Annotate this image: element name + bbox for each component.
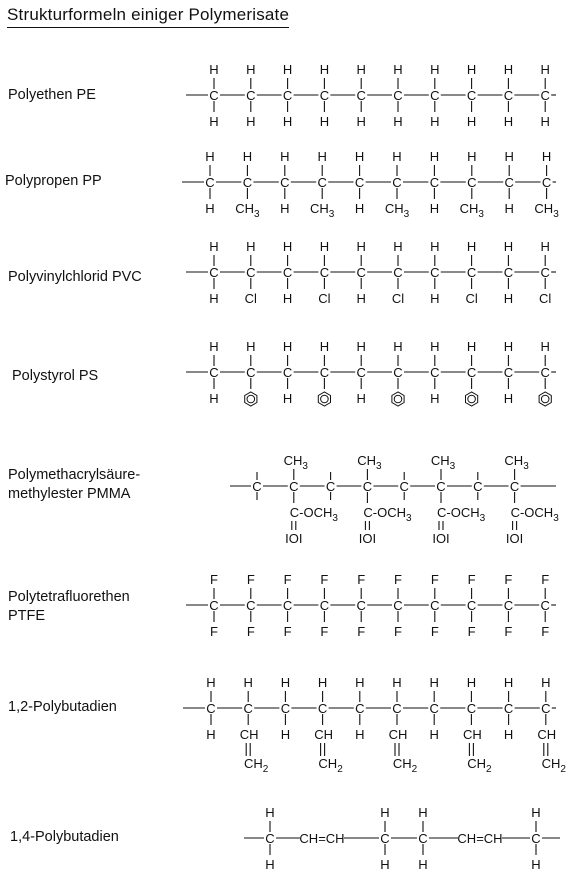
substituent-f: F (246, 624, 255, 639)
substituent-h: H (209, 291, 219, 306)
substituent-h: H (503, 727, 514, 742)
substituent-h: H (209, 339, 219, 354)
polymer-row-pmma (0, 436, 580, 556)
polymer-name-line: methylester PMMA (8, 486, 131, 502)
substituent-f: F (430, 572, 439, 587)
carbon-atom: C (243, 701, 253, 716)
substituent-h: H (356, 239, 366, 254)
substituent-f: F (210, 624, 218, 639)
substituent-h: H (356, 339, 366, 354)
substituent-h: H (392, 675, 402, 690)
carbon-atom: C (356, 598, 366, 613)
carbon-atom: C (325, 479, 336, 494)
vinyl-ch2: $CH_2$ (467, 756, 492, 775)
substituent-f: F (394, 624, 402, 639)
carbon-atom: C (246, 598, 256, 613)
carbon-atom: C (246, 365, 256, 380)
substituent-h: H (466, 114, 477, 129)
substituent-h: H (380, 805, 390, 820)
carbon-atom: C (282, 265, 293, 280)
substituent-h: H (205, 201, 215, 216)
substituent-f: F (357, 624, 366, 639)
methyl-group: $CH_3$ (534, 201, 559, 220)
substituent-h: H (209, 114, 219, 129)
substituent-h: H (392, 149, 402, 164)
substituent-f: F (430, 624, 439, 639)
aromatic-circle (321, 395, 329, 403)
substituent-h: H (319, 62, 330, 77)
carbon-atom: C (504, 175, 514, 190)
substituent-h: H (429, 727, 439, 742)
carbon-atom: C (430, 365, 440, 380)
carbon-atom: C (430, 265, 440, 280)
substituent-h: H (243, 675, 253, 690)
carbon-atom: C (392, 701, 402, 716)
substituent-h: H (393, 62, 403, 77)
substituent-f: F (357, 572, 366, 587)
vinyl-ch: CH (239, 727, 259, 742)
carbon-atom: C (354, 175, 365, 190)
carbon-atom: C (246, 88, 256, 103)
polymer-row-pvc (0, 232, 580, 322)
carbon-atom: C (209, 365, 219, 380)
substituent-h: H (504, 201, 514, 216)
carbon-atom: C (356, 88, 366, 103)
carbon-atom: C (541, 175, 552, 190)
substituent-h: H (531, 857, 541, 872)
substituent-h: H (429, 675, 439, 690)
carbon-atom: C (280, 701, 291, 716)
aromatic-circle (541, 395, 549, 403)
ch-double-bond-ch: CH=CH (299, 831, 345, 846)
polymer-name-line: Polyvinylchlorid PVC (8, 269, 142, 285)
substituent-f: F (320, 624, 329, 639)
substituent-h: H (280, 675, 291, 690)
carbon-atom: C (503, 265, 514, 280)
substituent-h: H (246, 62, 256, 77)
substituent-f: F (504, 572, 513, 587)
vinyl-ch2: $CH_2$ (244, 756, 269, 775)
substituent-cl: Cl (539, 291, 552, 306)
substituent-h: H (282, 391, 293, 406)
carbon-atom: C (206, 701, 216, 716)
carbon-atom: C (540, 265, 550, 280)
substituent-f: F (541, 624, 550, 639)
substituent-f: F (283, 572, 292, 587)
polymer-name-line: Polypropen PP (5, 173, 102, 189)
methyl-group: $CH_3$ (357, 453, 382, 472)
carbon-atom: C (280, 175, 290, 190)
polymer-row-pbd12 (0, 664, 580, 784)
carbon-atom: C (466, 701, 477, 716)
methyl-group: $CH_3$ (384, 201, 410, 220)
carbon-atom: C (473, 479, 483, 494)
methyl-group: $CH_3$ (504, 453, 529, 472)
substituent-h: H (242, 149, 253, 164)
substituent-h: H (503, 239, 514, 254)
carbon-atom: C (531, 831, 541, 846)
carbon-atom: C (466, 365, 477, 380)
carbonyl-oxygen: IOI (505, 531, 524, 546)
carbon-atom: C (393, 265, 403, 280)
substituent-h: H (541, 675, 551, 690)
substituent-h: H (354, 201, 365, 216)
substituent-h: H (317, 675, 328, 690)
substituent-h: H (246, 114, 256, 129)
substituent-h: H (540, 339, 550, 354)
substituent-h: H (265, 805, 275, 820)
substituent-cl: Cl (391, 291, 405, 306)
ch-double-bond-ch: CH=CH (457, 831, 503, 846)
methyl-group: $CH_3$ (283, 453, 308, 472)
substituent-h: H (380, 857, 390, 872)
carbon-atom: C (282, 598, 293, 613)
substituent-h: H (503, 339, 514, 354)
substituent-h: H (393, 339, 403, 354)
polymer-row-pbd14 (0, 794, 580, 880)
substituent-h: H (503, 62, 514, 77)
substituent-h: H (503, 391, 514, 406)
carbon-atom: C (429, 701, 439, 716)
carbon-atom: C (209, 88, 219, 103)
vinyl-ch: CH (314, 727, 333, 742)
carbon-atom: C (355, 701, 365, 716)
methyl-group: $CH_3$ (459, 201, 484, 220)
carbon-atom: C (289, 479, 299, 494)
substituent-h: H (429, 201, 440, 216)
carbon-atom: C (430, 88, 440, 103)
vinyl-ch: CH (463, 727, 482, 742)
structural-formula-pbd12 (0, 664, 580, 784)
substituent-h: H (503, 114, 514, 129)
carbon-atom: C (242, 175, 253, 190)
carbon-atom: C (380, 831, 390, 846)
vinyl-ch2: $CH_2$ (541, 756, 566, 775)
carbon-atom: C (205, 175, 215, 190)
substituent-h: H (393, 239, 403, 254)
substituent-h: H (504, 149, 514, 164)
substituent-h: H (246, 239, 256, 254)
substituent-h: H (319, 239, 330, 254)
substituent-h: H (206, 675, 216, 690)
vinyl-ch: CH (388, 727, 408, 742)
substituent-f: F (504, 624, 513, 639)
substituent-f: F (246, 572, 255, 587)
carbon-atom: C (246, 265, 256, 280)
substituent-h: H (429, 149, 440, 164)
substituent-h: H (282, 291, 293, 306)
carbon-atom: C (540, 598, 550, 613)
carbon-atom: C (319, 365, 330, 380)
polymer-name-line: Polymethacrylsäure- (8, 467, 141, 483)
substituent-h: H (356, 114, 366, 129)
carbon-atom: C (362, 479, 373, 494)
substituent-h: H (355, 727, 365, 742)
structural-formula-pp (0, 140, 580, 230)
methyl-group: $CH_3$ (235, 201, 260, 220)
carbon-atom: C (317, 701, 328, 716)
substituent-f: F (283, 624, 292, 639)
carbon-atom: C (509, 479, 520, 494)
structural-formula-pbd14 (0, 794, 580, 880)
carbon-atom: C (503, 701, 514, 716)
carbon-atom: C (540, 365, 550, 380)
polymer-name-line: Polyethen PE (8, 87, 96, 103)
methyl-group: $CH_3$ (430, 453, 456, 472)
substituent-h: H (541, 149, 552, 164)
carbon-atom: C (399, 479, 409, 494)
carbon-atom: C (503, 88, 514, 103)
carbon-atom: C (418, 831, 428, 846)
substituent-h: H (503, 675, 514, 690)
carbon-atom: C (356, 265, 366, 280)
substituent-h: H (418, 805, 428, 820)
carbon-atom: C (209, 598, 219, 613)
carbon-atom: C (393, 598, 403, 613)
substituent-h: H (354, 149, 365, 164)
substituent-h: H (466, 675, 477, 690)
carbon-atom: C (356, 365, 366, 380)
polymer-row-pe (0, 52, 580, 138)
substituent-h: H (430, 239, 440, 254)
substituent-h: H (430, 62, 440, 77)
carbon-atom: C (393, 365, 403, 380)
page-title: Strukturformeln einiger Polymerisate (7, 4, 289, 28)
substituent-h: H (319, 339, 330, 354)
substituent-h: H (430, 391, 440, 406)
substituent-h: H (466, 239, 477, 254)
aromatic-circle (394, 395, 402, 403)
carbon-atom: C (436, 479, 446, 494)
substituent-f: F (210, 572, 218, 587)
substituent-h: H (540, 62, 550, 77)
carbon-atom: C (282, 365, 293, 380)
substituent-h: H (206, 727, 216, 742)
substituent-h: H (466, 339, 477, 354)
methyl-group: $CH_3$ (310, 201, 335, 220)
aromatic-circle (247, 395, 255, 403)
carbon-atom: C (540, 88, 550, 103)
carbonyl-oxygen: IOI (285, 531, 303, 546)
substituent-h: H (430, 339, 440, 354)
structural-formula-ptfe (0, 562, 580, 652)
polymer-row-pp (0, 140, 580, 230)
substituent-h: H (280, 149, 290, 164)
substituent-h: H (430, 291, 440, 306)
carbon-atom: C (429, 175, 440, 190)
substituent-f: F (467, 572, 476, 587)
ester-group: $C-OCH_3$ (510, 505, 559, 524)
carbon-atom: C (541, 701, 551, 716)
carbon-atom: C (209, 265, 219, 280)
substituent-h: H (282, 114, 293, 129)
ester-group: $C-OCH_3$ (363, 505, 412, 524)
polymer-name-line: 1,4-Polybutadien (10, 829, 119, 845)
substituent-h: H (356, 62, 366, 77)
polymer-row-ps (0, 330, 580, 420)
carbon-atom: C (319, 265, 330, 280)
substituent-h: H (531, 805, 541, 820)
polymer-name-line: 1,2-Polybutadien (8, 699, 117, 715)
carbon-atom: C (265, 831, 275, 846)
carbon-atom: C (319, 88, 330, 103)
carbon-atom: C (393, 88, 403, 103)
substituent-h: H (467, 149, 477, 164)
substituent-h: H (540, 239, 550, 254)
substituent-h: H (209, 62, 219, 77)
carbon-atom: C (466, 88, 477, 103)
substituent-h: H (355, 675, 365, 690)
substituent-f: F (394, 572, 402, 587)
substituent-h: H (209, 391, 219, 406)
carbon-atom: C (282, 88, 293, 103)
vinyl-ch: CH (537, 727, 557, 742)
carbon-atom: C (317, 175, 327, 190)
carbonyl-oxygen: IOI (358, 531, 377, 546)
substituent-h: H (319, 114, 330, 129)
substituent-f: F (320, 572, 329, 587)
polymer-name-line: Polystyrol PS (12, 368, 99, 384)
substituent-h: H (265, 857, 275, 872)
carbon-atom: C (319, 598, 330, 613)
substituent-h: H (503, 291, 514, 306)
substituent-h: H (356, 291, 366, 306)
substituent-h: H (209, 239, 219, 254)
ester-group: $C-OCH_3$ (437, 505, 486, 524)
carbon-atom: C (252, 479, 262, 494)
vinyl-ch2: $CH_2$ (318, 756, 343, 775)
substituent-h: H (393, 114, 403, 129)
ester-group: $C-OCH_3$ (289, 505, 338, 524)
substituent-h: H (280, 201, 290, 216)
carbon-atom: C (466, 598, 477, 613)
polymer-name-line: PTFE (8, 608, 46, 624)
substituent-h: H (246, 339, 256, 354)
carbon-atom: C (467, 175, 477, 190)
carbon-atom: C (466, 265, 477, 280)
substituent-h: H (317, 149, 327, 164)
structural-formula-pe (0, 52, 580, 138)
vinyl-ch2: $CH_2$ (392, 756, 418, 775)
polymer-row-ptfe (0, 562, 580, 652)
carbon-atom: C (430, 598, 440, 613)
structural-formula-pvc (0, 232, 580, 322)
carbon-atom: C (503, 365, 514, 380)
carbon-atom: C (392, 175, 402, 190)
substituent-h: H (418, 857, 428, 872)
structural-formula-pmma (0, 436, 580, 556)
substituent-h: H (540, 114, 550, 129)
structural-formula-ps (0, 330, 580, 420)
carbon-atom: C (503, 598, 514, 613)
substituent-h: H (356, 391, 366, 406)
substituent-h: H (282, 62, 293, 77)
substituent-cl: Cl (318, 291, 331, 306)
polymer-name-line: Polytetrafluorethen (8, 589, 130, 605)
substituent-h: H (280, 727, 291, 742)
substituent-cl: Cl (244, 291, 257, 306)
substituent-cl: Cl (465, 291, 478, 306)
carbonyl-oxygen: IOI (432, 531, 450, 546)
substituent-h: H (282, 339, 293, 354)
substituent-h: H (282, 239, 293, 254)
substituent-h: H (205, 149, 215, 164)
aromatic-circle (468, 395, 476, 403)
substituent-f: F (541, 572, 550, 587)
substituent-h: H (466, 62, 477, 77)
substituent-f: F (467, 624, 476, 639)
substituent-h: H (430, 114, 440, 129)
